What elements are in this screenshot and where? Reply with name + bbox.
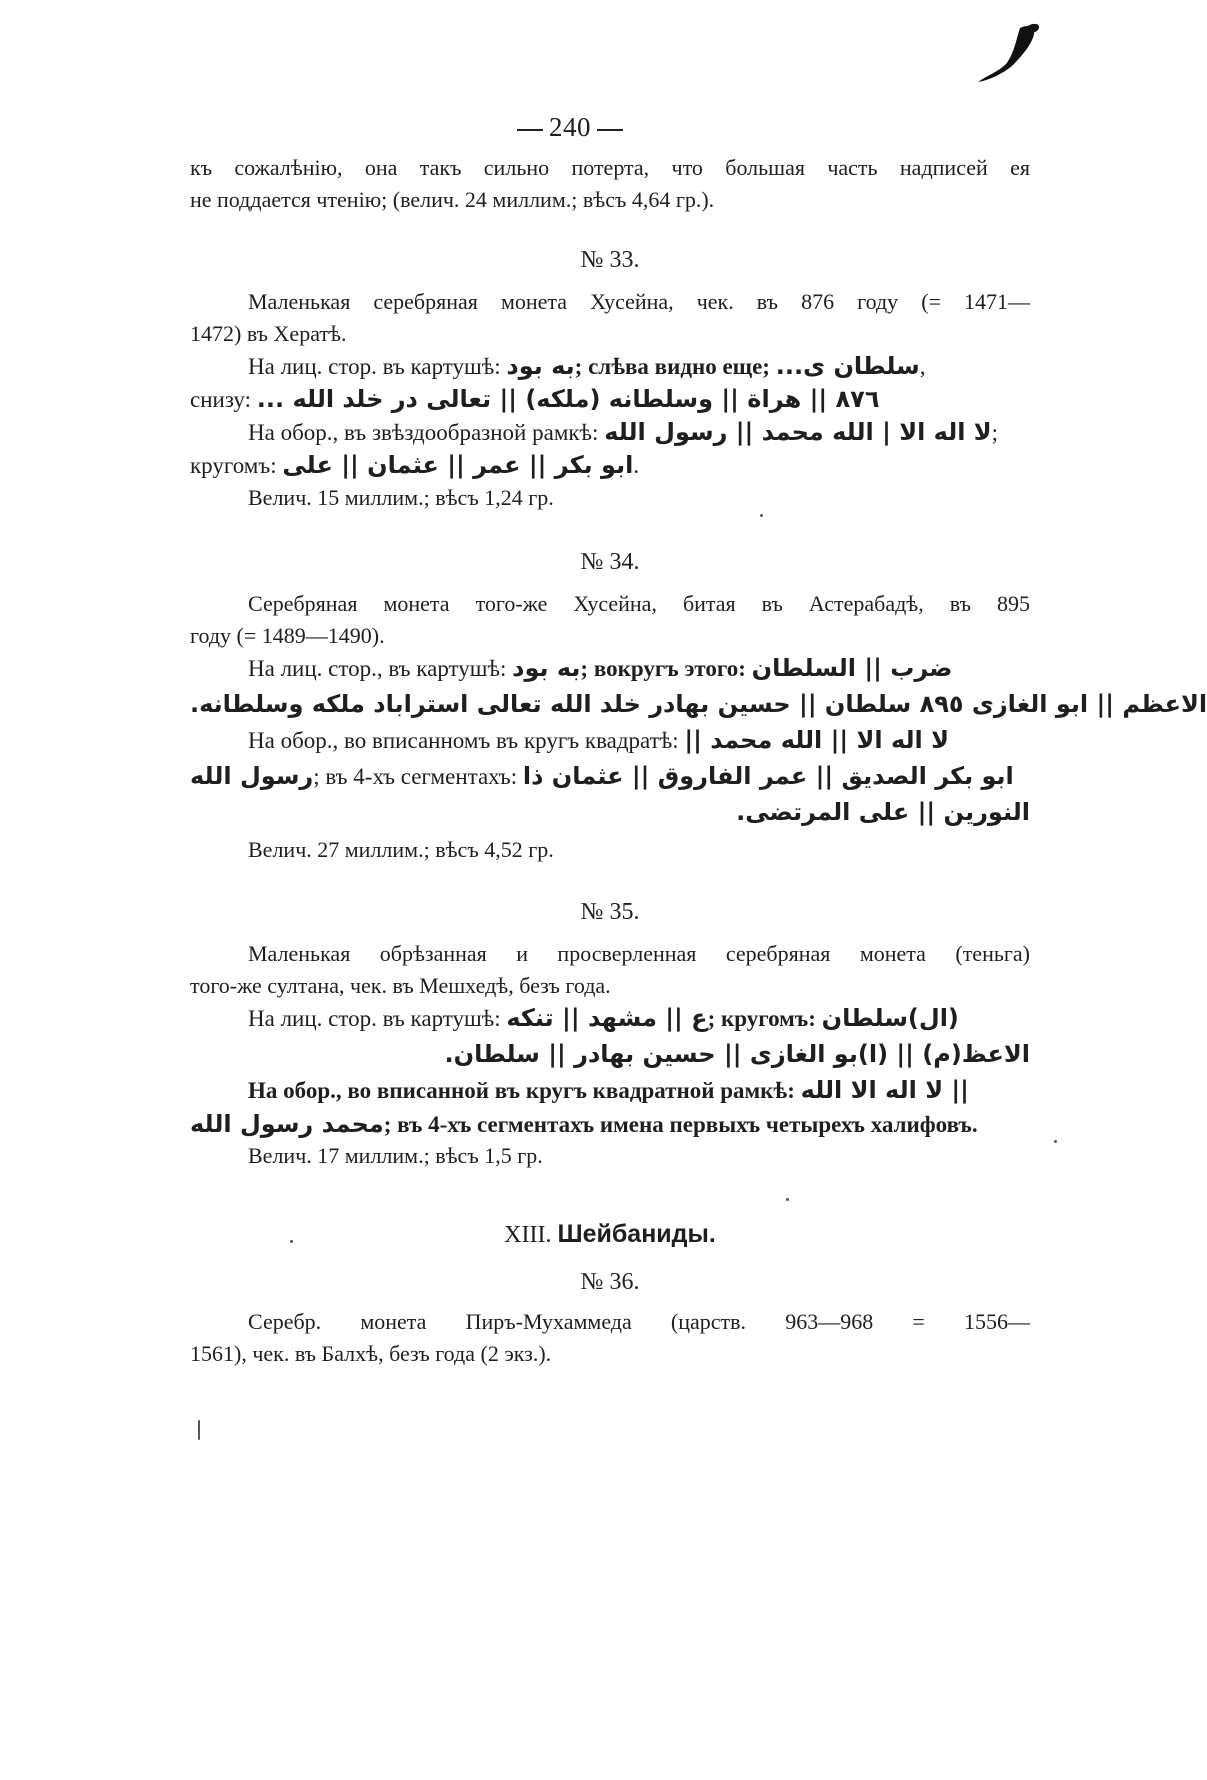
scan-speck [786, 1198, 789, 1201]
section-heading [190, 1218, 1030, 1251]
entry-33-obv-arabic-2: سلطان ى... [775, 352, 920, 380]
entry-33-obv-label: На лиц. стор. въ картушѣ: [248, 354, 501, 379]
ink-mark-icon [972, 22, 1052, 92]
entry-33-obv-arabic-1: به بود [506, 352, 575, 380]
intro-line-2: не поддается чтенію; (велич. 24 миллим.; вѣсъ 4,64 гр.). [190, 187, 715, 212]
intro-line-1: къ сожалѣнію, она такъ сильно потерта, что большая часть надписей ея [190, 155, 1030, 180]
entry-35-reverse-1 [190, 1074, 1030, 1107]
scan-speck [1054, 1140, 1057, 1143]
entry-35-rev-arabic-2: محمد رسول الله [190, 1110, 384, 1138]
entry-35-segments-text: ; въ 4-хъ сегментахъ имена первыхъ четырехъ халифовъ. [383, 1112, 978, 1137]
entry-33-size: Велич. 15 миллим.; вѣсъ 1,24 гр. [248, 485, 554, 510]
entry-34-obverse-1 [190, 652, 1030, 685]
scan-speck [198, 1420, 200, 1440]
entry-34-rev-arabic-1: لا اله الا || الله محمد || [684, 726, 949, 754]
section-title: Шейбаниды. [557, 1220, 716, 1248]
entry-33-obverse-2 [190, 383, 1030, 416]
entry-35-obv-label: На лиц. стор. въ картушѣ: [248, 1006, 501, 1031]
entry-34-obv-label: На лиц. стор., въ картушѣ: [248, 656, 507, 681]
entry-35-rev-label: На обор., во вписанной въ кругъ квадратной рамкѣ: [248, 1078, 795, 1103]
entry-36-heading: № 36. [580, 1269, 640, 1295]
entry-35-obverse-2 [190, 1038, 1030, 1071]
entry-34-rev-label: На обор., во вписанномъ въ кругъ квадратѣ: [248, 728, 679, 753]
entry-34-reverse-2 [190, 760, 1030, 793]
scan-speck [760, 514, 763, 517]
entry-33-below-arabic: ۸۷٦ || هراة || وسلطانه (ملكه) || تعالى در خلد الله ... [256, 385, 880, 413]
entry-33-rev-label: На обор., въ звѣздообразной рамкѣ: [248, 420, 599, 445]
entry-34-obverse-2 [190, 688, 1207, 721]
entry-34-rev-arabic-3: ابو بكر الصديق || عمر الفاروق || عثمان ذا [522, 762, 1014, 790]
entry-33-rev-semicolon: ; [991, 420, 999, 445]
page-number [0, 112, 1140, 143]
folio-dash-right [597, 129, 623, 131]
entry-35-obv-arabic-1: ع || مشهد || تنكه [506, 1004, 708, 1032]
entry-34-rev-arabic-4: النورين || على المرتضى. [736, 798, 1030, 826]
entry-35-obv-arabic-2: (ال)سلطان [821, 1004, 959, 1032]
entry-34-obv-arabic-1: به بود [512, 654, 581, 682]
entry-33-around-arabic: ابو بكر || عمر || عثمان || على [282, 451, 634, 479]
entry-34-line-2: году (= 1489—1490). [190, 623, 385, 648]
entry-35-line-2: того-же султана, чек. въ Мешхедѣ, безъ года. [190, 973, 611, 998]
folio-dash-left [517, 129, 543, 131]
entry-33-obverse-1 [190, 350, 1030, 383]
entry-33-around-period: . [633, 453, 640, 478]
entry-34-rev-arabic-2: رسول الله [190, 762, 314, 790]
section-roman: XIII. [504, 1222, 552, 1248]
entry-35-rev-arabic-1: || لا اله الا الله [800, 1076, 969, 1104]
entry-35-obverse-1 [190, 1002, 1030, 1035]
entry-34-heading: № 34. [580, 549, 640, 575]
page-number-value: 240 [549, 112, 591, 142]
entry-34-size: Велич. 27 миллим.; вѣсъ 4,52 гр. [248, 837, 554, 862]
entry-35-heading: № 35. [580, 899, 640, 925]
entry-34-obv-text: ; вокругъ этого: [580, 656, 746, 681]
entry-36-line-1: Серебр. монета Пиръ-Мухаммеда (царств. 963—968 = 1556— [248, 1309, 1030, 1334]
entry-34-reverse-3 [190, 796, 1030, 829]
entry-33-reverse-1 [190, 416, 1030, 449]
entry-34-line-1: Серебряная монета того-же Хусейна, битая въ Астерабадѣ, въ 895 [248, 591, 1030, 616]
entry-34-obv-arabic-3: الاعظم || ابو الغازى ۸۹٥ سلطان || حسين بهادر خلد الله تعالى استراباد ملكه وسلطانه. [190, 690, 1207, 718]
entry-35-reverse-2 [190, 1108, 1030, 1141]
entry-33-line-2: 1472) въ Хератѣ. [190, 321, 347, 346]
entry-35-obv-arabic-3: الاعظ(م) || (ا)بو الغازى || حسين بهادر || سلطان. [444, 1040, 1030, 1068]
entry-34-obv-arabic-2: ضرب || السلطان [751, 654, 953, 682]
entry-35-obv-text: ; кругомъ: [707, 1006, 816, 1031]
entry-36-line-2: 1561), чек. въ Балхѣ, безъ года (2 экз.). [190, 1341, 552, 1366]
entry-33-obv-comma: , [919, 354, 926, 379]
entry-35-size: Велич. 17 миллим.; вѣсъ 1,5 гр. [248, 1143, 543, 1168]
entry-34-reverse-1 [190, 724, 1030, 757]
entry-33-heading: № 33. [580, 247, 640, 273]
entry-33-obv-text: ; слѣва видно еще; [574, 354, 770, 379]
scan-speck [290, 1240, 293, 1243]
entry-33-rev-arabic: لا اله الا | الله محمد || رسول الله [604, 418, 992, 446]
entry-33-around-label: кругомъ: [190, 453, 277, 478]
entry-35-line-1: Маленькая обрѣзанная и просверленная серебряная монета (теньга) [248, 941, 1030, 966]
entry-33-line-1: Маленькая серебряная монета Хусейна, чек. въ 876 году (= 1471— [248, 289, 1030, 314]
entry-34-segments-label: ; въ 4-хъ сегментахъ: [313, 764, 518, 789]
entry-33-reverse-2 [190, 449, 1030, 482]
entry-33-below-label: снизу: [190, 387, 252, 412]
